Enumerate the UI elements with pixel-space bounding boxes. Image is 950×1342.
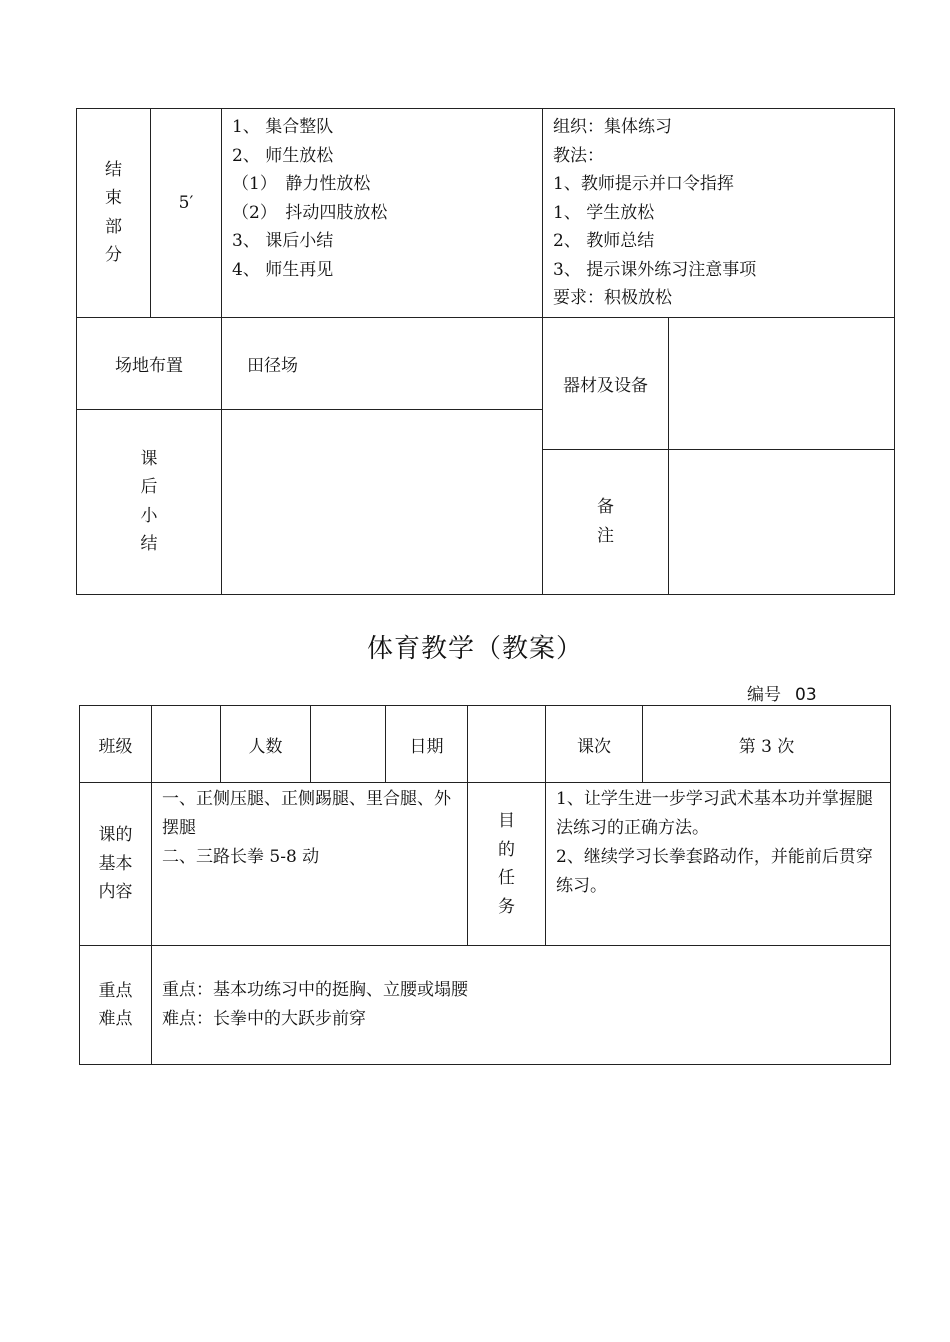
method-line: 3、 提示课外练习注意事项 (553, 259, 757, 280)
key-points-items (152, 946, 891, 1065)
venue-row (77, 317, 895, 409)
session-label: 课次 (546, 706, 643, 783)
objectives-items (546, 783, 891, 946)
session-value: 第 3 次 (643, 706, 891, 783)
lesson-number-label: 编号 (747, 685, 781, 705)
content-line: 4、 师生再见 (232, 259, 334, 280)
basic-content-items (152, 783, 468, 946)
remarks-value (669, 449, 895, 594)
end-section-label: 结 束 部 分 (77, 109, 151, 318)
content-row (80, 783, 891, 946)
summary-value (222, 409, 543, 594)
venue-value: 田径场 (222, 317, 543, 409)
objective-item: 1、让学生进一步学习武术基本功并掌握腿法练习的正确方法。 (556, 789, 873, 838)
method-line: 1、 学生放松 (553, 202, 655, 223)
content-line: 3、 课后小结 (232, 231, 334, 251)
summary-label: 课 后 小 结 (77, 409, 222, 594)
method-line: 1、教师提示并口令指挥 (553, 174, 734, 194)
class-label: 班级 (80, 706, 152, 783)
key-points-row (80, 946, 891, 1065)
remarks-label: 备 注 (543, 449, 669, 594)
count-label: 人数 (221, 706, 311, 783)
date-value (468, 706, 546, 783)
basic-content-label: 课的 基本 内容 (80, 783, 152, 946)
content-line: 2、 师生放松 (232, 145, 334, 166)
method-line: 教法： (553, 145, 604, 166)
info-row (80, 706, 891, 783)
class-value (152, 706, 221, 783)
end-section-content (222, 109, 543, 318)
method-line: 组织：集体练习 (553, 117, 672, 137)
content-line: （1） 静力性放松 (232, 174, 371, 194)
venue-label: 场地布置 (77, 317, 222, 409)
lesson-number (747, 680, 817, 705)
key-point-item: 重点：基本功练习中的挺胸、立腰或塌腰 (162, 980, 468, 1000)
basic-content-item: 二、三路长拳 5-8 动 (162, 847, 320, 867)
content-line: 1、 集合整队 (232, 117, 334, 137)
end-section-time: 5′ (151, 109, 222, 318)
count-value (311, 706, 386, 783)
objectives-label: 目 的 任 务 (468, 783, 546, 946)
method-line: 2、 教师总结 (553, 231, 655, 251)
date-label: 日期 (386, 706, 468, 783)
equipment-value (669, 317, 895, 449)
basic-content-item: 一、正侧压腿、正侧踢腿、里合腿、外摆腿 (162, 789, 451, 838)
lesson-plan-table (79, 705, 891, 1065)
end-section-method (543, 109, 895, 318)
page-title: 体育教学（教案） (366, 634, 583, 664)
key-points-label: 重点 难点 (80, 946, 152, 1065)
objective-item: 2、继续学习长拳套路动作，并能前后贯穿练习。 (556, 847, 873, 896)
method-line: 要求：积极放松 (553, 288, 672, 308)
content-line: （2） 抖动四肢放松 (232, 202, 388, 223)
end-section-row (77, 109, 895, 318)
end-section-table (76, 108, 895, 595)
lesson-number-value: 03 (795, 685, 817, 705)
key-point-item: 难点：长拳中的大跃步前穿 (162, 1009, 366, 1029)
equipment-label: 器材及设备 (543, 317, 669, 449)
